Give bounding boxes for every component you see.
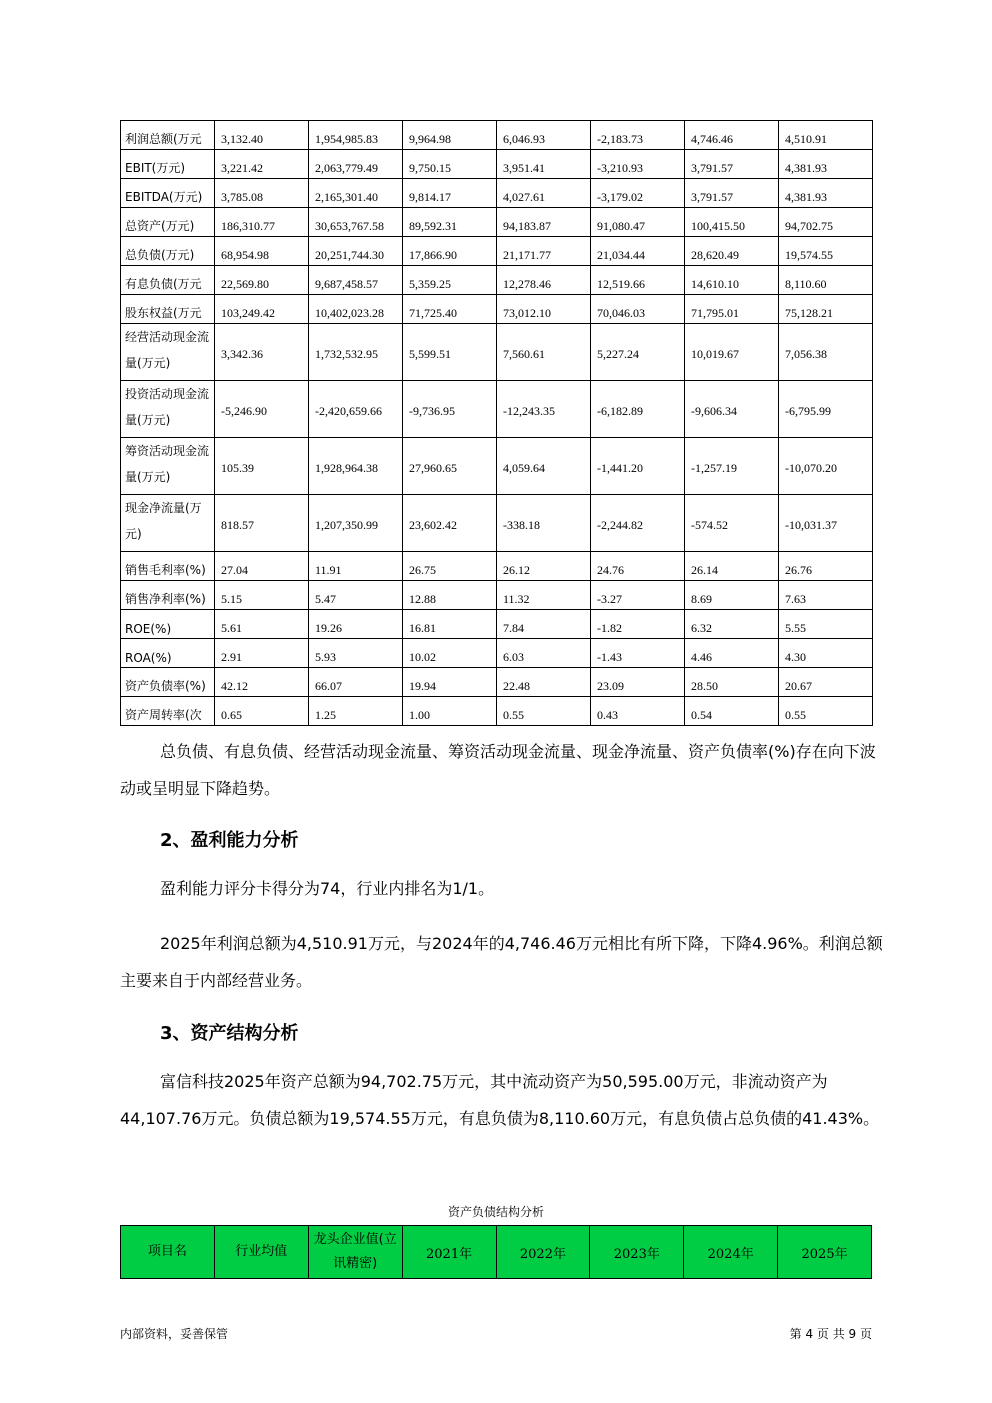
table-cell: 9,964.98 <box>403 121 497 150</box>
table-cell: 100,415.50 <box>685 208 779 237</box>
balance-structure-table <box>120 1225 872 1279</box>
row-label: 现金净流量(万元) <box>121 495 215 552</box>
table-row <box>121 639 873 668</box>
table-cell: 9,750.15 <box>403 150 497 179</box>
table-cell: 3,132.40 <box>215 121 309 150</box>
header-cell: 2023年 <box>590 1226 684 1279</box>
table-cell: 26.75 <box>403 552 497 581</box>
table-cell: 9,687,458.57 <box>309 266 403 295</box>
table-cell: 0.55 <box>779 697 873 726</box>
table-row <box>121 668 873 697</box>
header-cell: 2021年 <box>402 1226 496 1279</box>
table-cell: 19.94 <box>403 668 497 697</box>
table-row <box>121 495 873 552</box>
row-label: 销售净利率(%) <box>121 581 215 610</box>
table-row <box>121 610 873 639</box>
table-cell: -10,070.20 <box>779 438 873 495</box>
table-cell: 42.12 <box>215 668 309 697</box>
table-cell: 11.91 <box>309 552 403 581</box>
table-cell: 16.81 <box>403 610 497 639</box>
table-cell: 27,960.65 <box>403 438 497 495</box>
table-cell: 1,207,350.99 <box>309 495 403 552</box>
table-cell: 9,814.17 <box>403 179 497 208</box>
table-cell: -1.43 <box>591 639 685 668</box>
table-cell: 7.63 <box>779 581 873 610</box>
table-cell: 22.48 <box>497 668 591 697</box>
table-cell: 818.57 <box>215 495 309 552</box>
table-cell: 103,249.42 <box>215 295 309 324</box>
footer-confidential-note: 内部资料，妥善保管 <box>120 1327 229 1341</box>
table-cell: 26.76 <box>779 552 873 581</box>
table-row <box>121 179 873 208</box>
table-cell: -6,182.89 <box>591 381 685 438</box>
table-cell: 24.76 <box>591 552 685 581</box>
profit-score-paragraph: 盈利能力评分卡得分为74，行业内排名为1/1。 <box>160 879 495 898</box>
table-cell: 12.88 <box>403 581 497 610</box>
table-cell: -1,257.19 <box>685 438 779 495</box>
table-cell: 4.46 <box>685 639 779 668</box>
table-cell: 27.04 <box>215 552 309 581</box>
table-cell: -2,420,659.66 <box>309 381 403 438</box>
table-cell: 4,027.61 <box>497 179 591 208</box>
table-cell: 20.67 <box>779 668 873 697</box>
table-cell: 10,019.67 <box>685 324 779 381</box>
table-cell: 14,610.10 <box>685 266 779 295</box>
trend-paragraph: 总负债、有息负债、经营活动现金流量、筹资活动现金流量、现金净流量、资产负债率(%)存在向下波动或呈明显下降趋势。 <box>120 742 876 798</box>
row-label: 资产周转率(次 <box>121 697 215 726</box>
table-cell: 22,569.80 <box>215 266 309 295</box>
table-cell: 10,402,023.28 <box>309 295 403 324</box>
row-label: 资产负债率(%) <box>121 668 215 697</box>
table-cell: 10.02 <box>403 639 497 668</box>
row-label: 总负债(万元) <box>121 237 215 266</box>
table-cell: 4,381.93 <box>779 150 873 179</box>
table-cell: 4,510.91 <box>779 121 873 150</box>
table-cell: 3,342.36 <box>215 324 309 381</box>
table-cell: 94,183.87 <box>497 208 591 237</box>
table-cell: 7.84 <box>497 610 591 639</box>
table-cell: 4,381.93 <box>779 179 873 208</box>
row-label: ROA(%) <box>121 639 215 668</box>
row-label: 销售毛利率(%) <box>121 552 215 581</box>
table-cell: 7,056.38 <box>779 324 873 381</box>
table-cell: -574.52 <box>685 495 779 552</box>
table-cell: 26.14 <box>685 552 779 581</box>
table-cell: 3,791.57 <box>685 179 779 208</box>
asset-detail-paragraph: 富信科技2025年资产总额为94,702.75万元，其中流动资产为50,595.00万元，非流动资产为44,107.76万元。负债总额为19,574.55万元，有息负债为8,110.60万元，有息负债占总负债的41.43%。 <box>120 1072 880 1128</box>
table-cell: 28.50 <box>685 668 779 697</box>
table-cell: 94,702.75 <box>779 208 873 237</box>
table-cell: 3,791.57 <box>685 150 779 179</box>
table-row <box>121 237 873 266</box>
table-cell: 0.54 <box>685 697 779 726</box>
table-cell: -1,441.20 <box>591 438 685 495</box>
table-cell: -1.82 <box>591 610 685 639</box>
table-cell: 8,110.60 <box>779 266 873 295</box>
table-cell: 1,928,964.38 <box>309 438 403 495</box>
row-label: 投资活动现金流量(万元) <box>121 381 215 438</box>
table-cell: 12,278.46 <box>497 266 591 295</box>
table-cell: 5,599.51 <box>403 324 497 381</box>
table-row <box>121 381 873 438</box>
table-cell: -10,031.37 <box>779 495 873 552</box>
table-cell: 5.55 <box>779 610 873 639</box>
table-cell: 21,171.77 <box>497 237 591 266</box>
table-cell: 73,012.10 <box>497 295 591 324</box>
footer-page-number: 第 4 页 共 9 页 <box>789 1327 872 1341</box>
table-cell: 71,795.01 <box>685 295 779 324</box>
balance-table-caption: 资产负债结构分析 <box>447 1205 544 1219</box>
table-cell: 19.26 <box>309 610 403 639</box>
table-row <box>121 552 873 581</box>
table-cell: 19,574.55 <box>779 237 873 266</box>
table-cell: -3,179.02 <box>591 179 685 208</box>
table-cell: 6.03 <box>497 639 591 668</box>
table-header-row <box>121 1226 872 1279</box>
heading-profitability: 2、盈利能力分析 <box>160 830 299 851</box>
financial-indicator-table <box>120 120 873 726</box>
table-cell: 68,954.98 <box>215 237 309 266</box>
table-cell: 4.30 <box>779 639 873 668</box>
table-cell: 8.69 <box>685 581 779 610</box>
table-cell: 17,866.90 <box>403 237 497 266</box>
header-cell: 项目名 <box>121 1226 215 1279</box>
table-cell: -6,795.99 <box>779 381 873 438</box>
table-cell: 2,165,301.40 <box>309 179 403 208</box>
row-label: ROE(%) <box>121 610 215 639</box>
table-cell: 6.32 <box>685 610 779 639</box>
table-cell: -5,246.90 <box>215 381 309 438</box>
table-row <box>121 208 873 237</box>
table-cell: 5,359.25 <box>403 266 497 295</box>
table-cell: 4,746.46 <box>685 121 779 150</box>
table-cell: 5.47 <box>309 581 403 610</box>
row-label: 总资产(万元) <box>121 208 215 237</box>
heading-asset-structure: 3、资产结构分析 <box>160 1023 299 1044</box>
table-cell: 21,034.44 <box>591 237 685 266</box>
table-cell: 23,602.42 <box>403 495 497 552</box>
header-cell: 2024年 <box>684 1226 778 1279</box>
table-cell: 71,725.40 <box>403 295 497 324</box>
header-cell: 龙头企业值(立讯精密) <box>308 1226 402 1279</box>
row-label: 股东权益(万元 <box>121 295 215 324</box>
table-cell: 186,310.77 <box>215 208 309 237</box>
table-cell: 23.09 <box>591 668 685 697</box>
table-cell: 5.15 <box>215 581 309 610</box>
row-label: 筹资活动现金流量(万元) <box>121 438 215 495</box>
table-cell: 26.12 <box>497 552 591 581</box>
table-cell: 1,954,985.83 <box>309 121 403 150</box>
table-cell: 66.07 <box>309 668 403 697</box>
table-cell: -9,606.34 <box>685 381 779 438</box>
table-cell: -2,183.73 <box>591 121 685 150</box>
table-cell: 75,128.21 <box>779 295 873 324</box>
table-cell: 3,785.08 <box>215 179 309 208</box>
table-cell: 2,063,779.49 <box>309 150 403 179</box>
row-label: EBIT(万元) <box>121 150 215 179</box>
table-cell: 5.61 <box>215 610 309 639</box>
table-row <box>121 581 873 610</box>
table-cell: 5.93 <box>309 639 403 668</box>
table-row <box>121 266 873 295</box>
table-cell: 7,560.61 <box>497 324 591 381</box>
row-label: EBITDA(万元) <box>121 179 215 208</box>
profit-detail-paragraph: 2025年利润总额为4,510.91万元，与2024年的4,746.46万元相比有所下降，下降4.96%。利润总额主要来自于内部经营业务。 <box>120 934 883 990</box>
row-label: 经营活动现金流量(万元) <box>121 324 215 381</box>
table-cell: 20,251,744.30 <box>309 237 403 266</box>
table-cell: 2.91 <box>215 639 309 668</box>
header-cell: 2022年 <box>496 1226 590 1279</box>
table-cell: -3.27 <box>591 581 685 610</box>
table-cell: 70,046.03 <box>591 295 685 324</box>
table-cell: 0.65 <box>215 697 309 726</box>
table-cell: 0.43 <box>591 697 685 726</box>
row-label: 有息负债(万元 <box>121 266 215 295</box>
table-cell: 1.00 <box>403 697 497 726</box>
table-row <box>121 121 873 150</box>
table-cell: 89,592.31 <box>403 208 497 237</box>
table-cell: 3,951.41 <box>497 150 591 179</box>
row-label: 利润总额(万元 <box>121 121 215 150</box>
table-cell: 28,620.49 <box>685 237 779 266</box>
table-cell: -3,210.93 <box>591 150 685 179</box>
table-row <box>121 438 873 495</box>
table-cell: 1.25 <box>309 697 403 726</box>
table-row <box>121 295 873 324</box>
table-cell: 12,519.66 <box>591 266 685 295</box>
header-cell: 行业均值 <box>214 1226 308 1279</box>
table-row <box>121 324 873 381</box>
table-row <box>121 697 873 726</box>
table-cell: 1,732,532.95 <box>309 324 403 381</box>
table-cell: 105.39 <box>215 438 309 495</box>
table-cell: 30,653,767.58 <box>309 208 403 237</box>
table-cell: 0.55 <box>497 697 591 726</box>
table-cell: 11.32 <box>497 581 591 610</box>
table-cell: 91,080.47 <box>591 208 685 237</box>
header-cell: 2025年 <box>778 1226 872 1279</box>
table-cell: 5,227.24 <box>591 324 685 381</box>
table-cell: -338.18 <box>497 495 591 552</box>
table-cell: 4,059.64 <box>497 438 591 495</box>
table-cell: -9,736.95 <box>403 381 497 438</box>
table-cell: 3,221.42 <box>215 150 309 179</box>
table-cell: -12,243.35 <box>497 381 591 438</box>
table-cell: -2,244.82 <box>591 495 685 552</box>
table-cell: 6,046.93 <box>497 121 591 150</box>
table-row <box>121 150 873 179</box>
